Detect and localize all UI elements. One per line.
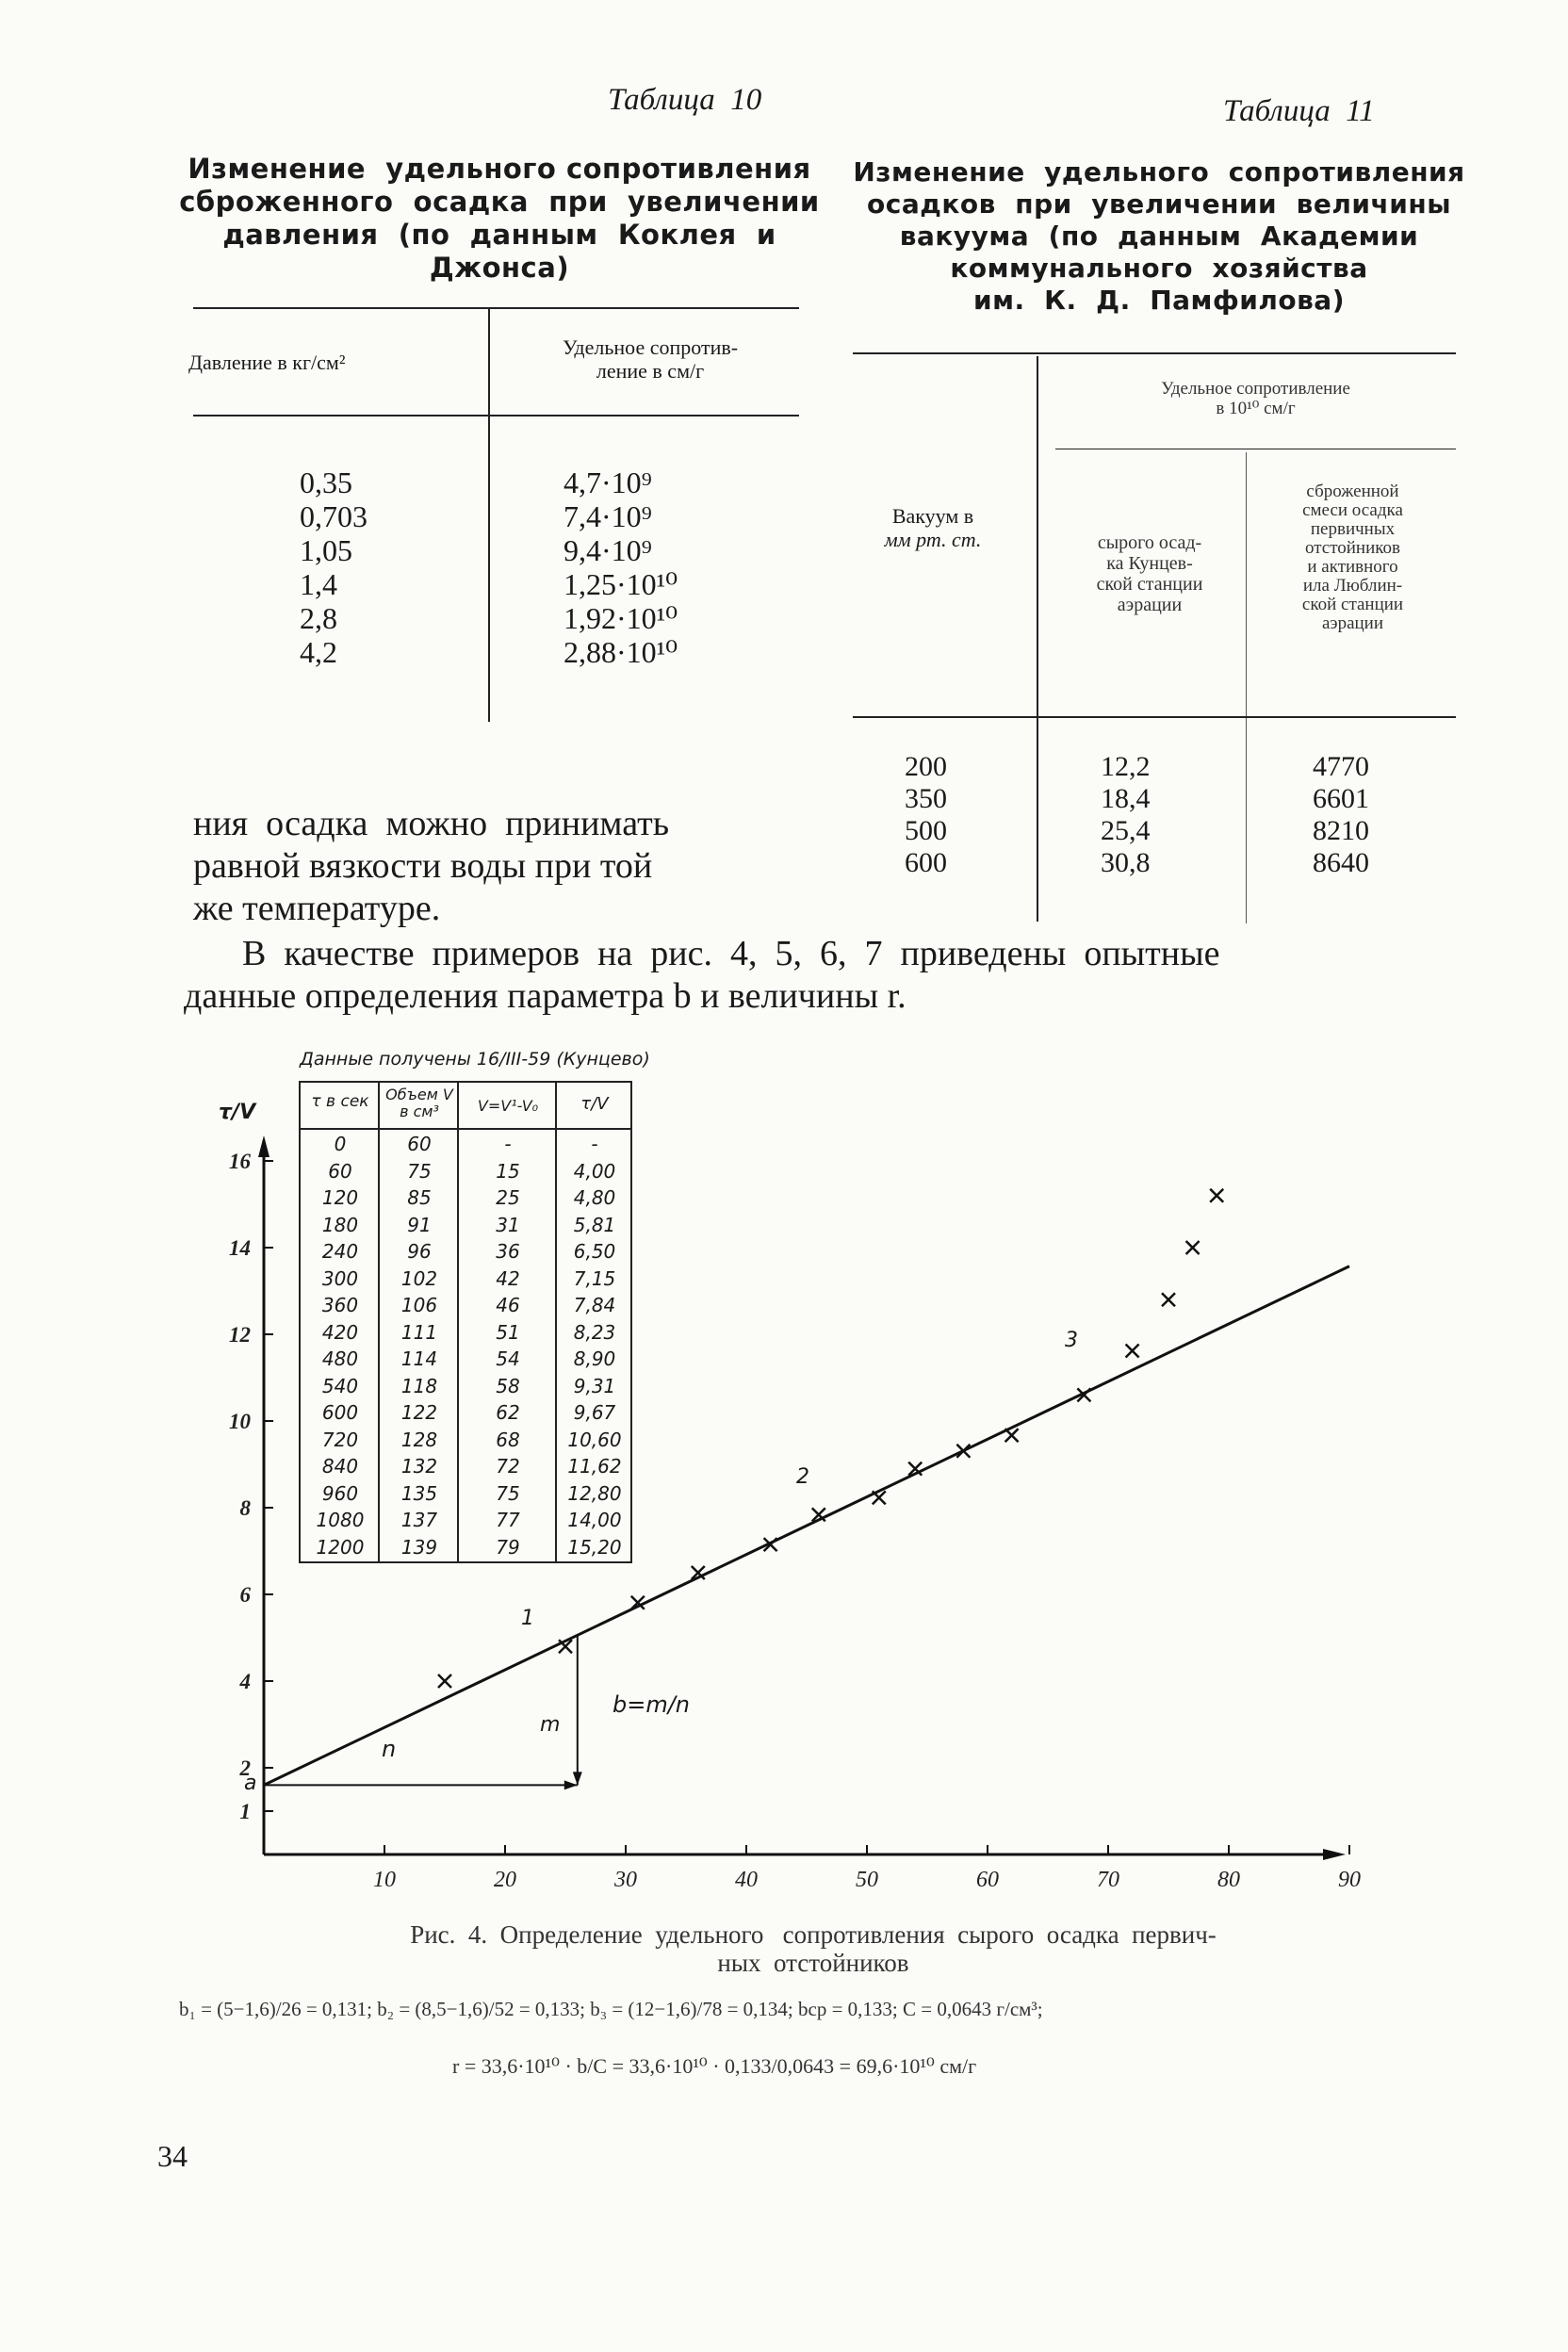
- table11-sub2-header-line: аэрации: [1321, 613, 1384, 633]
- table11-mixed-cell: 4770: [1313, 751, 1369, 782]
- x-tick-label: 70: [1097, 1868, 1119, 1892]
- inset-cell: 540: [321, 1374, 359, 1397]
- table10-col2-header-line: ление в см/г: [596, 359, 705, 383]
- inset-cell: 60: [407, 1133, 432, 1155]
- table11-raw-cell: 18,4: [1101, 783, 1151, 814]
- table10-resistance-cell: 1,92·10¹⁰: [564, 601, 678, 635]
- table11-group-header-line: Удельное сопротивление: [1161, 379, 1350, 399]
- x-tick-label: 80: [1217, 1868, 1240, 1892]
- inset-cell: 135: [400, 1481, 438, 1505]
- table10-title-line: сброженного осадка при увеличении: [179, 186, 820, 218]
- table10-resistance-cell: 2,88·10¹⁰: [564, 635, 678, 669]
- inset-cell: 180: [321, 1213, 359, 1236]
- table11-sub2-header-line: и активного: [1307, 557, 1398, 577]
- inset-col-t: [303, 1131, 377, 1560]
- data-point: [1126, 1344, 1139, 1357]
- formula-b-values: b₁ = (5−1,6)/26 = 0,131; b₂ = (8,5−1,6)/52 = 0,133; b₃ = (12−1,6)/78 = 0,134; bср = 0,133; C = 0,0643 г/см³;: [179, 1998, 1043, 2020]
- data-point: [1162, 1293, 1175, 1306]
- inset-cell: 7,15: [573, 1266, 616, 1290]
- y-tick-label: 12: [229, 1323, 251, 1347]
- inset-cell: 139: [400, 1535, 438, 1559]
- paragraph-line: данные определения параметра b и величины r.: [184, 976, 906, 1016]
- inset-cell: 42: [496, 1266, 520, 1290]
- x-tick-label: 90: [1338, 1868, 1361, 1892]
- inset-cell: 480: [321, 1348, 359, 1370]
- figure-data-note: Данные получены 16/III-59 (Кунцево): [300, 1049, 650, 1070]
- page-number: 34: [157, 2139, 188, 2173]
- data-point: [1005, 1429, 1019, 1442]
- table10-pressure-cell: 1,4: [300, 567, 337, 601]
- inset-cell: 9,67: [573, 1401, 616, 1424]
- table11-sub2-header-line: смеси осадка: [1302, 500, 1403, 520]
- data-point: [438, 1674, 451, 1688]
- data-point: [956, 1445, 970, 1458]
- inset-cell: 60: [328, 1159, 352, 1183]
- table11-vacuum-cell: 500: [905, 815, 947, 846]
- y-tick-label: 14: [229, 1236, 251, 1260]
- table11-sub2-header-line: сброженной: [1306, 482, 1399, 501]
- y-tick-label: 8: [239, 1496, 251, 1520]
- inset-cell: 102: [400, 1266, 438, 1290]
- y-tick-label: 4: [239, 1670, 251, 1693]
- inset-cell: 68: [496, 1428, 520, 1451]
- inset-cell: 9,31: [573, 1374, 616, 1397]
- table11-vacuum-cell: 600: [905, 847, 947, 878]
- x-tick-label: 40: [735, 1868, 758, 1892]
- inset-cell: 4,00: [573, 1159, 616, 1183]
- table10-pressure-cell: 2,8: [300, 601, 337, 635]
- inset-cell: 10,60: [567, 1428, 622, 1451]
- table10-resistance-cell: 4,7·10⁹: [564, 466, 652, 499]
- inset-cell: 720: [321, 1428, 359, 1451]
- inset-cell: 58: [496, 1374, 520, 1397]
- inset-cell: 15,20: [567, 1535, 622, 1559]
- inset-cell: 118: [400, 1374, 438, 1397]
- inset-cell: 420: [321, 1320, 359, 1344]
- table10-pressure-cell: 0,703: [300, 499, 368, 533]
- table11-sub1-header-line: аэрации: [1117, 595, 1183, 615]
- data-point: [873, 1491, 886, 1504]
- table11-group-header-line: в 10¹⁰ см/г: [1216, 399, 1296, 418]
- table10-pressure-cell: 1,05: [300, 533, 352, 567]
- table10-title-line: Изменение удельного сопротивления: [188, 153, 811, 185]
- inset-cell: 132: [400, 1455, 438, 1478]
- inset-cell: 31: [496, 1213, 520, 1236]
- inset-cell: 72: [496, 1455, 520, 1478]
- table11-label: Таблица 11: [1223, 94, 1375, 128]
- caption-line: Рис. 4. Определение удельного сопротивления сырого осадка первич-: [410, 1920, 1217, 1949]
- inset-cell: -: [504, 1133, 512, 1155]
- table11-sub2-header-line: первичных: [1310, 519, 1396, 539]
- inset-col-volume: [383, 1131, 456, 1560]
- inset-cell: 6,50: [573, 1240, 616, 1263]
- x-tick-label: 20: [494, 1868, 516, 1892]
- inset-cell: 46: [496, 1294, 520, 1316]
- inset-cell: 840: [321, 1455, 359, 1478]
- table11-raw-cell: 12,2: [1101, 751, 1151, 782]
- table10-resistance-cell: 9,4·10⁹: [564, 533, 652, 567]
- table11-title-line: Изменение удельного сопротивления: [853, 156, 1465, 188]
- inset-cell: 600: [321, 1401, 359, 1424]
- table11-col1-header-line: Вакуум в: [891, 504, 974, 528]
- table10-col1-header: Давление в кг/см²: [188, 351, 346, 374]
- x-axis-arrow: [1323, 1849, 1346, 1860]
- annotation-point-1: 1: [521, 1607, 534, 1630]
- caption-line: ных отстойников: [717, 1949, 909, 1977]
- inset-cell: 7,84: [573, 1294, 616, 1316]
- n-arrow: [564, 1780, 578, 1789]
- inset-col-tv: [558, 1131, 631, 1560]
- y-axis-arrow: [258, 1135, 270, 1157]
- table10-resistance-cell: 7,4·10⁹: [564, 499, 652, 533]
- annotation-n: n: [382, 1736, 397, 1762]
- table11-col1-header-line: мм рт. ст.: [884, 528, 982, 551]
- inset-cell: 114: [400, 1348, 438, 1370]
- inset-cell: 25: [496, 1186, 520, 1209]
- y-tick-label: 1: [239, 1800, 251, 1823]
- formula-r-value: r = 33,6·10¹⁰ · b/C = 33,6·10¹⁰ · 0,133/0,0643 = 69,6·10¹⁰ см/г: [452, 2054, 977, 2078]
- inset-cell: 77: [496, 1509, 520, 1531]
- figure-caption: [215, 1920, 1412, 1977]
- inset-cell: 15: [496, 1159, 520, 1183]
- inset-cell: 62: [496, 1401, 520, 1424]
- table10-col2-header-line: Удельное сопротив-: [562, 335, 739, 359]
- m-arrow: [573, 1772, 582, 1785]
- inset-cell: 120: [321, 1186, 359, 1209]
- inset-cell: 8,90: [573, 1348, 616, 1370]
- table10-pressure-cell: 0,35: [300, 466, 352, 499]
- table11-vacuum-cell: 350: [905, 783, 947, 814]
- inset-cell: 111: [400, 1320, 438, 1344]
- table11-mixed-cell: 8640: [1313, 847, 1369, 878]
- table11-sub2-header-line: отстойников: [1304, 538, 1400, 558]
- table11-vacuum-cell: 200: [905, 751, 947, 782]
- paragraph-line: В качестве примеров на рис. 4, 5, 6, 7 приведены опытные: [242, 934, 1220, 973]
- inset-cell: 300: [321, 1266, 359, 1290]
- annotation-m: m: [540, 1713, 561, 1737]
- x-tick-label: 60: [976, 1868, 999, 1892]
- table11-sub1-header-line: сырого осад-: [1097, 532, 1202, 553]
- inset-cell: 12,80: [567, 1481, 622, 1505]
- table10-title-line: давления (по данным Коклея и: [222, 219, 776, 251]
- y-tick-label: 10: [229, 1410, 251, 1433]
- table10-title-line: Джонса): [429, 252, 570, 284]
- inset-cell: 1080: [316, 1509, 365, 1531]
- inset-cell: 128: [400, 1428, 438, 1451]
- table11-sub1-header-line: ка Кунцев-: [1106, 553, 1193, 574]
- inset-cell: 8,23: [573, 1320, 616, 1344]
- inset-cell: 96: [407, 1240, 432, 1263]
- inset-cell: 75: [496, 1481, 520, 1505]
- table10-label: Таблица 10: [608, 83, 762, 117]
- annotation-b-formula: b=m/n: [612, 1691, 691, 1718]
- table11-title-line: им. К. Д. Памфилова): [973, 285, 1345, 316]
- inset-cell: 11,62: [567, 1455, 622, 1478]
- paragraph-line: же температуре.: [193, 889, 441, 928]
- table11-title-line: вакуума (по данным Академии: [899, 220, 1419, 252]
- inset-header-volume: Объем V в см³: [385, 1086, 453, 1120]
- table11-title-line: коммунального хозяйства: [950, 253, 1368, 284]
- paragraph-line: равной вязкости воды при той: [193, 846, 653, 886]
- inset-cell: 14,00: [567, 1509, 622, 1531]
- data-point: [1186, 1241, 1200, 1254]
- table11-mixed-cell: 6601: [1313, 783, 1369, 814]
- table11-sub2-header-line: ила Люблин-: [1302, 576, 1403, 596]
- annotation-point-2: 2: [796, 1465, 809, 1489]
- table11-sub2-header-line: ской станции: [1301, 595, 1404, 614]
- y-axis-label: τ/V: [219, 1101, 256, 1124]
- inset-cell: 4,80: [573, 1186, 616, 1209]
- inset-cell: 122: [400, 1401, 438, 1424]
- table10-pressure-cell: 4,2: [300, 635, 337, 669]
- table11-raw-cell: 30,8: [1101, 847, 1151, 878]
- inset-cell: 85: [407, 1186, 432, 1209]
- inset-cell: 54: [496, 1348, 520, 1370]
- inset-cell: 1200: [316, 1535, 365, 1559]
- table11-mixed-cell: 8210: [1313, 815, 1369, 846]
- inset-cell: 36: [496, 1240, 520, 1263]
- x-tick-label: 10: [373, 1868, 396, 1892]
- inset-cell: 75: [407, 1159, 432, 1183]
- inset-header-t: τ в сек: [311, 1092, 369, 1111]
- inset-cell: -: [591, 1133, 598, 1155]
- inset-col-v: [462, 1131, 554, 1560]
- table11-raw-cell: 25,4: [1101, 815, 1151, 846]
- annotation-point-3: 3: [1065, 1329, 1078, 1352]
- data-point: [1210, 1189, 1223, 1202]
- inset-cell: 79: [496, 1535, 520, 1559]
- inset-cell: 0: [334, 1133, 347, 1155]
- inset-header-tv: τ/V: [580, 1094, 609, 1114]
- x-tick-label: 50: [856, 1868, 878, 1892]
- inset-cell: 106: [400, 1294, 438, 1316]
- table11-sub1-header-line: ской станции: [1096, 574, 1203, 595]
- inset-header-v: V=V¹-V₀: [477, 1097, 539, 1115]
- paragraph-line: ния осадка можно принимать: [193, 804, 670, 843]
- inset-cell: 5,81: [573, 1213, 616, 1236]
- inset-cell: 960: [321, 1481, 359, 1505]
- y-tick-label: 16: [229, 1150, 251, 1173]
- table11-title-line: осадков при увеличении величины: [866, 188, 1452, 220]
- annotation-a: a: [244, 1772, 257, 1795]
- x-tick-label: 30: [614, 1868, 637, 1892]
- table10-resistance-cell: 1,25·10¹⁰: [564, 567, 678, 601]
- inset-cell: 91: [407, 1213, 432, 1236]
- inset-cell: 137: [400, 1509, 438, 1531]
- y-tick-label: 6: [239, 1583, 251, 1607]
- y-tick-label: 2: [239, 1756, 251, 1780]
- inset-cell: 360: [321, 1294, 359, 1316]
- inset-cell: 51: [496, 1320, 520, 1344]
- inset-cell: 240: [321, 1240, 359, 1263]
